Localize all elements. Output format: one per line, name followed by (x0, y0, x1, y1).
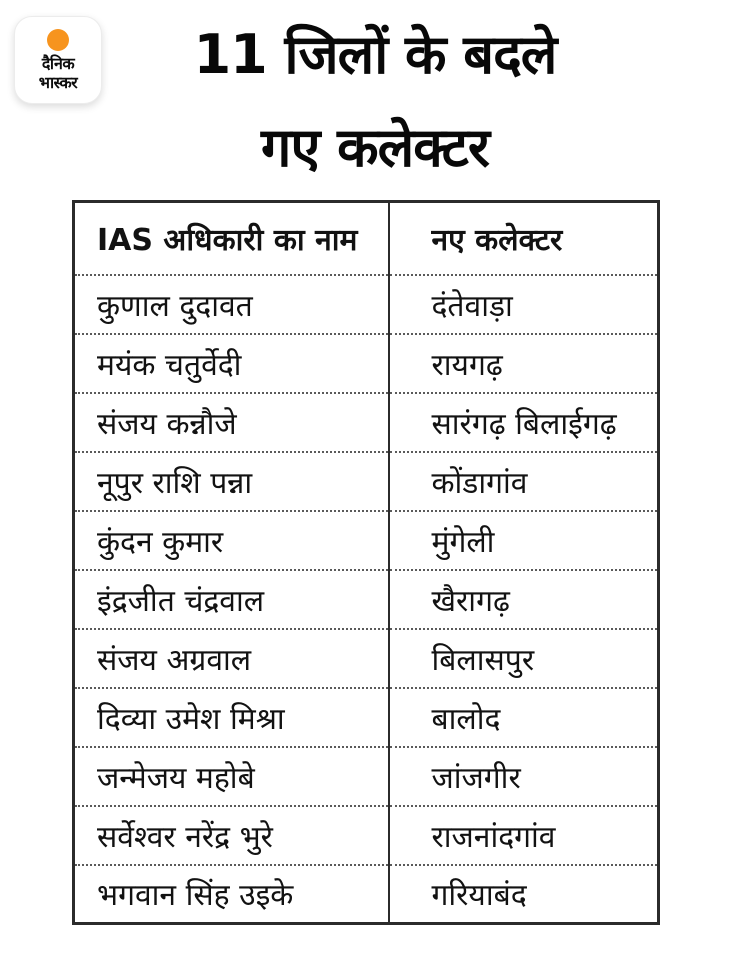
officer-name-cell: कुणाल दुदावत (74, 275, 389, 334)
district-cell: मुंगेली (389, 511, 659, 570)
officer-name-cell: नूपुर राशि पन्ना (74, 452, 389, 511)
district-cell: बिलासपुर (389, 629, 659, 688)
district-cell: सारंगढ़ बिलाईगढ़ (389, 393, 659, 452)
title-line1: 11 जिलों के बदले (193, 23, 557, 86)
district-cell: रायगढ़ (389, 334, 659, 393)
officer-name-cell: संजय अग्रवाल (74, 629, 389, 688)
officer-name-cell: भगवान सिंह उइके (74, 865, 389, 924)
header-officer-name: IAS अधिकारी का नाम (74, 202, 389, 275)
table-row (74, 275, 659, 334)
table-row (74, 452, 659, 511)
district-cell: जांजगीर (389, 747, 659, 806)
officer-name-cell: मयंक चतुर्वेदी (74, 334, 389, 393)
table-header-row (74, 202, 659, 275)
table-row (74, 806, 659, 865)
officer-name-cell: कुंदन कुमार (74, 511, 389, 570)
officer-name-cell: दिव्या उमेश मिश्रा (74, 688, 389, 747)
title-line2: गए कलेक्टर (261, 116, 489, 179)
district-cell: कोंडागांव (389, 452, 659, 511)
district-cell: बालोद (389, 688, 659, 747)
district-cell: खैरागढ़ (389, 570, 659, 629)
officer-name-cell: सर्वेश्वर नरेंद्र भुरे (74, 806, 389, 865)
logo-text-line2: भास्कर (38, 72, 78, 92)
logo-text-line1: दैनिक (41, 53, 75, 73)
table-body (74, 275, 659, 924)
header-new-collector: नए कलेक्टर (431, 222, 563, 258)
officer-name-cell: इंद्रजीत चंद्रवाल (74, 570, 389, 629)
table-row (74, 570, 659, 629)
table-row (74, 393, 659, 452)
page-title (20, 8, 730, 194)
district-cell: राजनांदगांव (389, 806, 659, 865)
table-row (74, 747, 659, 806)
collectors-table (72, 200, 660, 925)
officer-name-cell: जन्मेजय महोबे (74, 747, 389, 806)
officer-name-cell: संजय कन्नौजे (74, 393, 389, 452)
table-row (74, 334, 659, 393)
table-row (74, 865, 659, 924)
table-row (74, 688, 659, 747)
district-cell: गरियाबंद (389, 865, 659, 924)
table-row (74, 511, 659, 570)
district-cell: दंतेवाड़ा (389, 275, 659, 334)
table-row (74, 629, 659, 688)
